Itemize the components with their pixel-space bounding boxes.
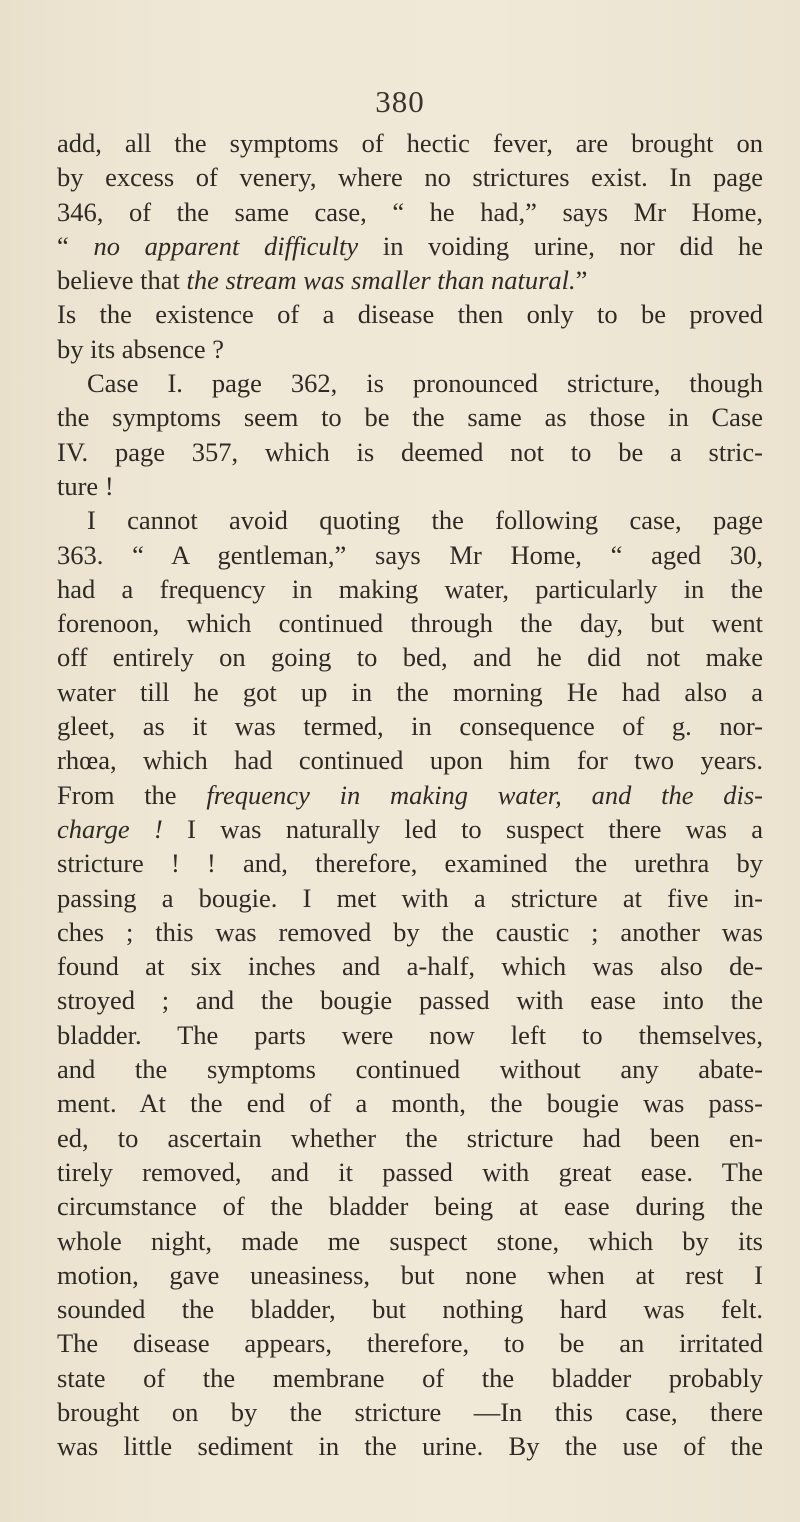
text-line: sounded the bladder, but nothing hard was felt. [57,1294,763,1325]
text-line: and the symptoms continued without any abate- [57,1054,763,1085]
text-line: Is the existence of a disease then only to be proved [57,299,763,330]
italic-text: frequency in making water, and the dis- [206,779,763,810]
text-line: rhœa, which had continued upon him for two years. [57,745,763,776]
text-line: The disease appears, therefore, to be an irritated [57,1328,763,1359]
text-line [57,778,763,812]
text-line: ed, to ascertain whether the stricture had been en- [57,1122,763,1153]
text-line: Case I. page 362, is pronounced stricture, though [87,368,763,399]
text-line: IV. page 357, which is deemed not to be a stric- [57,436,763,467]
text-line: the symptoms seem to be the same as those in Case [57,402,763,433]
italic-text: the stream was smaller than natural. [186,265,576,296]
text-line: off entirely on going to bed, and he did not make [57,642,763,673]
text-line: motion, gave uneasiness, but none when at rest I [57,1259,763,1290]
text-run: From the [57,779,207,810]
italic-text: charge ! [57,813,163,844]
text-line: state of the membrane of the bladder probably [57,1362,763,1393]
body-text [57,126,763,1464]
text-line: stricture ! ! and, therefore, examined the urethra by [57,848,763,879]
text-line: passing a bougie. I met with a stricture at five in- [57,882,763,913]
text-run: in voiding urine, nor did he [358,230,764,261]
text-line: ches ; this was removed by the caustic ; another was [57,916,763,947]
text-line: was little sediment in the urine. By the use of the [57,1431,763,1462]
italic-text: no apparent difficulty [93,230,359,261]
text-run: “ [57,230,94,261]
text-line: ture ! [57,470,114,501]
text-line: had a frequency in making water, particularly in the [57,573,763,604]
text-line: brought on by the stricture —In this case, there [57,1396,763,1427]
text-line: tirely removed, and it passed with great ease. The [57,1156,763,1187]
text-run: I was naturally led to suspect there was a [162,813,763,844]
text-line [57,263,763,297]
text-line: gleet, as it was termed, in consequence of g. nor- [57,711,763,742]
text-line: water till he got up in the morning He had also a [57,676,763,707]
page-number: 380 [375,84,425,119]
text-line: bladder. The parts were now left to themselves, [57,1019,763,1050]
text-line: by its absence ? [57,333,225,364]
text-line: circumstance of the bladder being at ease during the [57,1191,763,1222]
text-line: ment. At the end of a month, the bougie was pass- [57,1088,763,1119]
text-line: 363. “ A gentleman,” says Mr Home, “ aged 30, [57,539,763,570]
text-line: I cannot avoid quoting the following case, page [87,505,763,536]
text-line: found at six inches and a-half, which was also de- [57,951,763,982]
text-line: add, all the symptoms of hectic fever, are brought on [57,128,763,158]
text-line: forenoon, which continued through the day, but went [57,608,763,639]
text-line: whole night, made me suspect stone, which by its [57,1225,763,1256]
text-line: 346, of the same case, “ he had,” says Mr Home, [57,196,763,227]
text-run: ” [575,265,588,296]
text-run: believe that [57,265,187,296]
text-line [57,229,763,263]
text-line: by excess of venery, where no strictures exist. In page [57,162,763,193]
text-line: stroyed ; and the bougie passed with ease into the [57,985,763,1016]
text-line [57,812,763,846]
